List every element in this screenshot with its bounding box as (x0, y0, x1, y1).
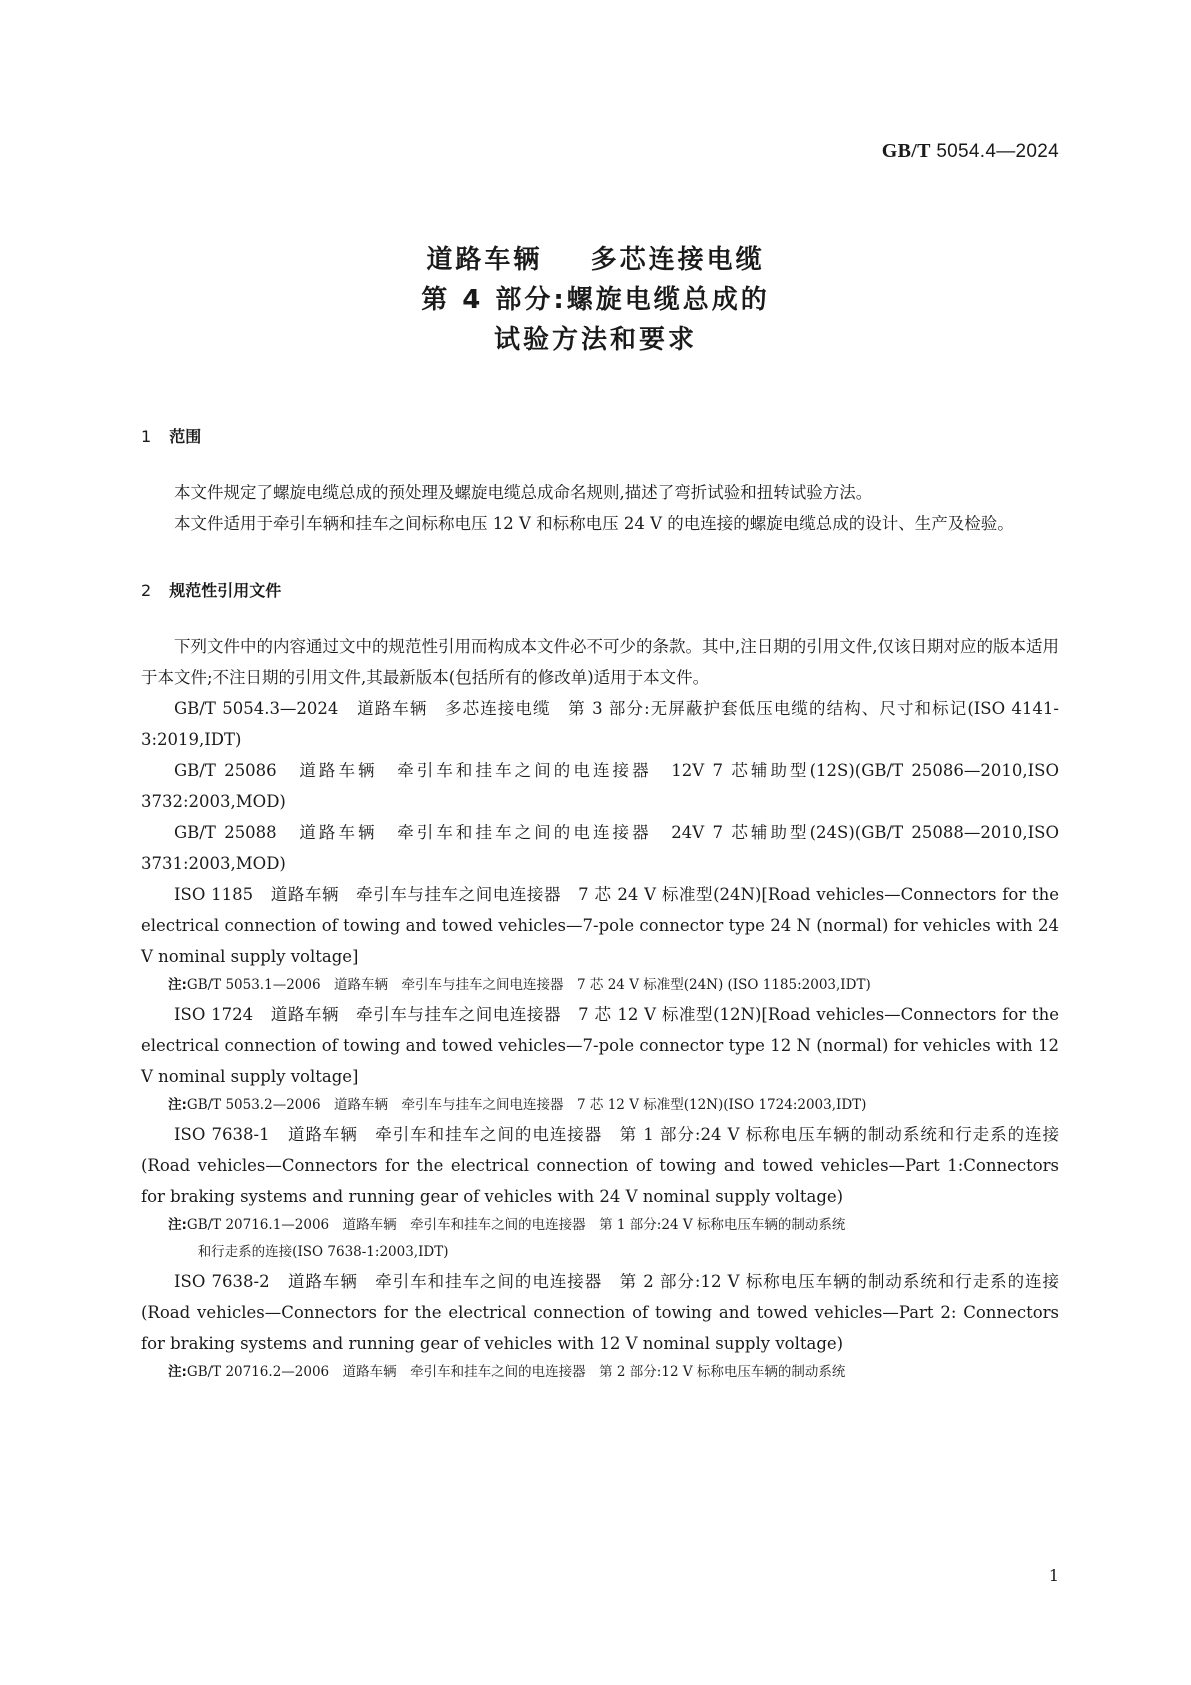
reference-note (141, 1092, 1059, 1119)
note-text-continued: 和行走系的连接(ISO 7638-1:2003,IDT) (197, 1244, 449, 1260)
reference-note (141, 972, 1059, 999)
document-body (141, 425, 1059, 1386)
reference-item: ISO 7638-2 道路车辆 牵引车和挂车之间的电连接器 第 2 部分:12 V 标称电压车辆的制动系统和行走系的连接(Road vehicles—Connectors for the electrical connection of towing and towed vehicles—Part 2: Connectors for braking systems and running gear of vehicles with 12 V nominal supply voltage) (141, 1272, 1059, 1353)
note-label: 注: (168, 977, 187, 993)
reference-item: ISO 7638-1 道路车辆 牵引车和挂车之间的电连接器 第 1 部分:24 V 标称电压车辆的制动系统和行走系的连接(Road vehicles—Connectors for the electrical connection of towing and towed vehicles—Part 1:Connectors for braking systems and running gear of vehicles with 24 V nominal supply voltage) (141, 1125, 1059, 1206)
title-line-2: 第 4 部分:螺旋电缆总成的 (421, 285, 770, 315)
note-text: GB/T 5053.1—2006 道路车辆 牵引车与挂车之间电连接器 7 芯 24 V 标准型(24N) (ISO 1185:2003,IDT) (186, 977, 871, 993)
section-title: 范围 (169, 427, 202, 446)
standard-prefix: GB/T (881, 140, 931, 162)
section-title: 规范性引用文件 (169, 581, 282, 600)
scope-paragraph-1: 本文件规定了螺旋电缆总成的预处理及螺旋电缆总成命名规则,描述了弯折试验和扭转试验方法。 (174, 483, 873, 502)
reference-item: GB/T 25086 道路车辆 牵引车和挂车之间的电连接器 12V 7 芯辅助型(12S)(GB/T 25086—2010,ISO 3732:2003,MOD) (141, 761, 1059, 811)
scope-paragraph-2: 本文件适用于牵引车辆和挂车之间标称电压 12 V 和标称电压 24 V 的电连接的螺旋电缆总成的设计、生产及检验。 (174, 514, 1014, 533)
document-title (0, 240, 1191, 360)
reference-item: ISO 1724 道路车辆 牵引车与挂车之间电连接器 7 芯 12 V 标准型(12N)[Road vehicles—Connectors for the electrical connection of towing and towed vehicles—7-pole connector type 12 N (normal) for vehicles with 12 V nominal supply voltage] (141, 1005, 1059, 1086)
references-intro: 下列文件中的内容通过文中的规范性引用而构成本文件必不可少的条款。其中,注日期的引用文件,仅该日期对应的版本适用于本文件;不注日期的引用文件,其最新版本(包括所有的修改单)适用于本文件。 (141, 637, 1059, 687)
reference-item: GB/T 5054.3—2024 道路车辆 多芯连接电缆 第 3 部分:无屏蔽护套低压电缆的结构、尺寸和标记(ISO 4141-3:2019,IDT) (141, 699, 1059, 749)
section-number: 2 (141, 581, 152, 600)
note-label: 注: (168, 1217, 187, 1233)
note-label: 注: (168, 1364, 187, 1380)
reference-item: GB/T 25088 道路车辆 牵引车和挂车之间的电连接器 24V 7 芯辅助型(24S)(GB/T 25088—2010,ISO 3731:2003,MOD) (141, 823, 1059, 873)
note-label: 注: (168, 1097, 187, 1113)
standard-code (882, 140, 1059, 163)
page-number: 1 (1048, 1566, 1059, 1585)
note-text: GB/T 20716.1—2006 道路车辆 牵引车和挂车之间的电连接器 第 1 部分:24 V 标称电压车辆的制动系统 (186, 1217, 846, 1233)
title-line-3: 试验方法和要求 (493, 325, 697, 355)
note-text: GB/T 5053.2—2006 道路车辆 牵引车与挂车之间电连接器 7 芯 12 V 标准型(12N)(ISO 1724:2003,IDT) (186, 1097, 867, 1113)
section-heading-normative-references (141, 579, 1059, 603)
title-line-1: 道路车辆 多芯连接电缆 (426, 245, 765, 275)
section-number: 1 (141, 427, 152, 446)
reference-item: ISO 1185 道路车辆 牵引车与挂车之间电连接器 7 芯 24 V 标准型(24N)[Road vehicles—Connectors for the electrical connection of towing and towed vehicles—7-pole connector type 24 N (normal) for vehicles with 24 V nominal supply voltage] (141, 885, 1059, 966)
reference-note (141, 1212, 1059, 1266)
reference-note (141, 1359, 1059, 1386)
standard-number: 5054.4—2024 (936, 141, 1059, 162)
section-heading-scope (141, 425, 1059, 449)
note-text: GB/T 20716.2—2006 道路车辆 牵引车和挂车之间的电连接器 第 2 部分:12 V 标称电压车辆的制动系统 (186, 1364, 846, 1380)
